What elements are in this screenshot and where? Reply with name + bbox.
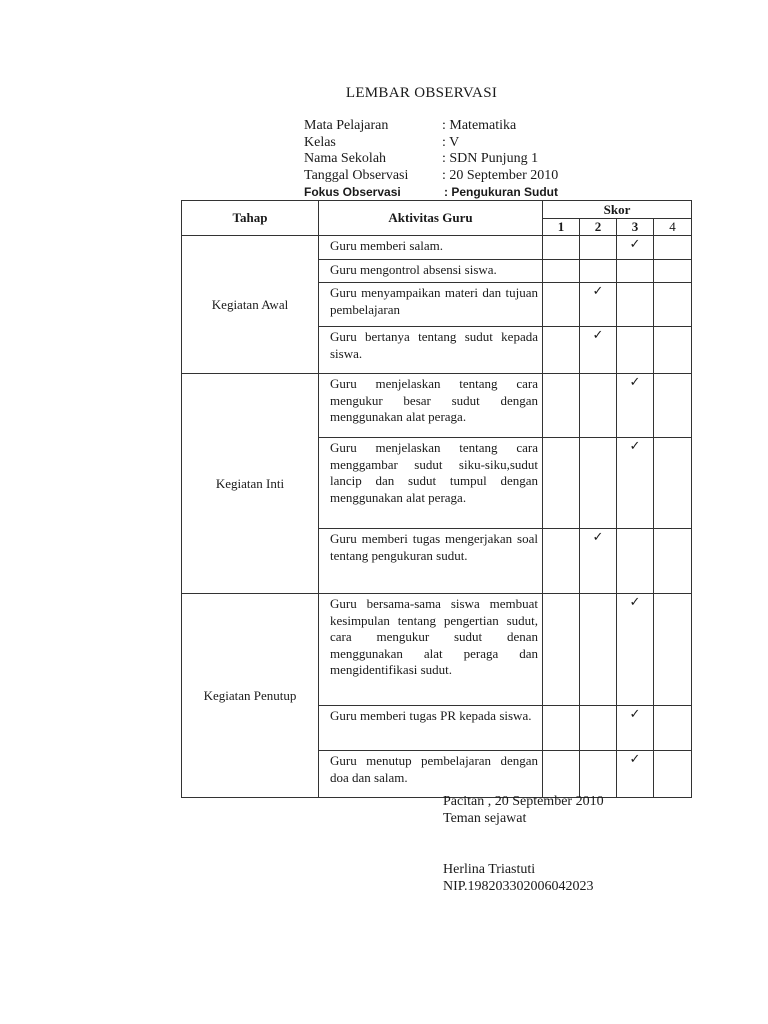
score-cell-2 [580, 327, 617, 374]
score-cell-3 [617, 327, 654, 374]
check-icon: ✓ [592, 284, 604, 299]
info-row-date [304, 168, 558, 185]
score-cell-3 [617, 529, 654, 594]
info-row-school [304, 151, 558, 168]
activity-text: Guru memberi tugas PR kepada siswa. [319, 706, 543, 751]
signer-name: Herlina Triastuti [443, 862, 536, 877]
info-row-class [304, 135, 558, 152]
stage-name: Kegiatan Penutup [182, 594, 319, 798]
score-cell-2 [580, 706, 617, 751]
table-row [182, 374, 692, 438]
info-value: : V [442, 134, 460, 150]
document-title: LEMBAR OBSERVASI [345, 85, 498, 101]
info-label: Tanggal Observasi [304, 167, 409, 183]
signer-role: Teman sejawat [443, 811, 527, 826]
activity-text: Guru mengontrol absensi siswa. [319, 259, 543, 283]
score-cell-1 [543, 594, 580, 706]
check-icon: ✓ [592, 530, 604, 545]
score-cell-1 [543, 327, 580, 374]
stage-name: Kegiatan Awal [182, 236, 319, 374]
activity-text: Guru menyampaikan materi dan tujuan pembelajaran [319, 283, 543, 327]
score-cell-3 [617, 236, 654, 260]
check-icon: ✓ [629, 595, 641, 610]
score-cell-4 [654, 374, 692, 438]
score-cell-4 [654, 529, 692, 594]
activity-text: Guru menutup pembelajaran dengan doa dan salam. [319, 751, 543, 798]
score-cell-1 [543, 374, 580, 438]
score-cell-1 [543, 236, 580, 260]
activity-text: Guru menjelaskan tentang cara menggambar sudut siku-siku,sudut lancip dan sudut tumpul dengan menggunakan alat peraga. [319, 438, 543, 529]
score-cell-2 [580, 438, 617, 529]
score-cell-4 [654, 236, 692, 260]
score-cell-1 [543, 706, 580, 751]
info-label: Nama Sekolah [304, 151, 387, 166]
score-cell-3 [617, 706, 654, 751]
score-cell-4 [654, 706, 692, 751]
stage-name: Kegiatan Inti [182, 374, 319, 594]
score-cell-4 [654, 594, 692, 706]
score-cell-4 [654, 751, 692, 798]
score-cell-3 [617, 438, 654, 529]
activity-text: Guru bersama-sama siswa membuat kesimpulan tentang pengertian sudut, cara mengukur sudut denan menggunakan alat peraga dan mengidentifikasi sudut. [319, 594, 543, 706]
check-icon: ✓ [629, 237, 641, 252]
observation-table [181, 200, 692, 798]
check-icon: ✓ [629, 375, 641, 390]
check-icon: ✓ [629, 439, 641, 454]
info-label: Fokus Observasi [304, 185, 401, 199]
score-cell-2 [580, 259, 617, 283]
score-cell-3 [617, 374, 654, 438]
score-cell-1 [543, 529, 580, 594]
activity-text: Guru memberi tugas mengerjakan soal tentang pengukuran sudut. [319, 529, 543, 594]
score-cell-4 [654, 327, 692, 374]
score-cell-4 [654, 438, 692, 529]
table-body [182, 236, 692, 798]
info-row-subject [304, 118, 558, 135]
check-icon: ✓ [592, 328, 604, 343]
score-cell-3 [617, 594, 654, 706]
header-stage: Tahap [182, 201, 319, 236]
info-block [304, 118, 558, 201]
score-col-3: 3 [617, 219, 654, 236]
info-label: Kelas [304, 134, 336, 150]
info-value: : SDN Punjung 1 [442, 151, 539, 166]
check-icon: ✓ [629, 752, 641, 767]
table-row [182, 594, 692, 706]
activity-text: Guru bertanya tentang sudut kepada siswa. [319, 327, 543, 374]
header-score: Skor [543, 201, 692, 219]
score-cell-3 [617, 259, 654, 283]
score-cell-1 [543, 438, 580, 529]
score-col-1: 1 [543, 219, 580, 236]
info-value: : 20 September 2010 [442, 167, 559, 183]
score-cell-2 [580, 374, 617, 438]
score-cell-2 [580, 236, 617, 260]
table-row [182, 236, 692, 260]
activity-text: Guru menjelaskan tentang cara mengukur besar sudut dengan menggunakan alat peraga. [319, 374, 543, 438]
score-cell-1 [543, 259, 580, 283]
check-icon: ✓ [629, 707, 641, 722]
score-col-4: 4 [654, 219, 692, 236]
signer-nip: NIP.198203302006042023 [443, 879, 594, 894]
signature-block [443, 793, 604, 895]
activity-text: Guru memberi salam. [319, 236, 543, 260]
info-row-focus [304, 184, 558, 201]
score-cell-2 [580, 751, 617, 798]
score-cell-1 [543, 283, 580, 327]
place-date: Pacitan , 20 September 2010 [443, 794, 604, 809]
header-activity: Aktivitas Guru [319, 201, 543, 236]
score-cell-4 [654, 283, 692, 327]
info-value: : Pengukuran Sudut [444, 185, 558, 199]
info-label: Mata Pelajaran [304, 118, 389, 133]
info-value: : Matematika [442, 118, 517, 133]
score-cell-1 [543, 751, 580, 798]
score-cell-2 [580, 529, 617, 594]
score-cell-3 [617, 751, 654, 798]
score-cell-4 [654, 259, 692, 283]
score-cell-3 [617, 283, 654, 327]
score-col-2: 2 [580, 219, 617, 236]
score-cell-2 [580, 594, 617, 706]
score-cell-2 [580, 283, 617, 327]
